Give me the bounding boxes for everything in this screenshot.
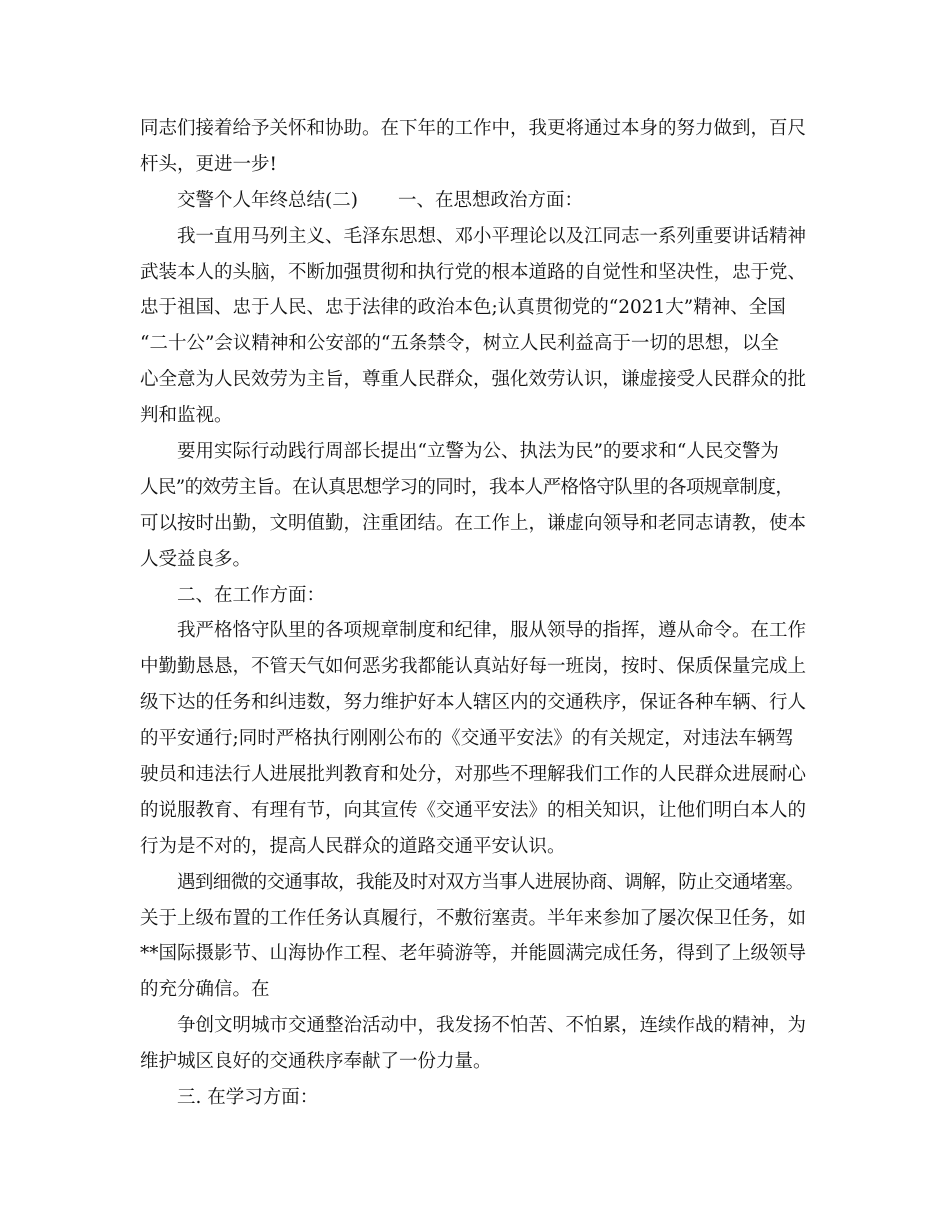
text-line: 级下达的任务和纠违数，努力维护好本人辖区内的交通秩序，保证各种车辆、行人: [140, 692, 807, 714]
text-line: “二十公”会议精神和公安部的“五条禁令，树立人民利益高于一切的思想，以全: [140, 333, 779, 355]
document-body: [140, 111, 820, 1116]
text-line: 遇到细微的交通事故，我能及时对双方当事人进展协商、调解，防止交通堵塞。: [177, 871, 804, 893]
text-line: 人民”的效劳主旨。在认真思想学习的同时，我本人严格恪守队里的各项规章制度，: [140, 476, 794, 498]
section-heading: 一、在思想政治方面：: [397, 189, 583, 211]
text-line: 杆头，更进一步!: [140, 153, 277, 175]
text-line: 的平安通行;同时严格执行刚刚公布的《交通平安法》的有关规定，对违法车辆驾: [140, 728, 794, 750]
text-line: 我一直用马列主义、毛泽东思想、邓小平理论以及江同志一系列重要讲话精神: [177, 225, 807, 247]
text-line: **国际摄影节、山海协作工程、老年骑游等，并能圆满完成任务，得到了上级领导: [140, 943, 807, 965]
text-line: 的说服教育、有理有节，向其宣传《交通平安法》的相关知识，让他们明白本人的: [140, 799, 807, 821]
text-line: 可以按时出勤，文明值勤，注重团结。在工作上，谦虚向领导和老同志请教，使本: [140, 512, 807, 534]
document-subtitle: 交警个人年终总结(二): [177, 189, 358, 211]
text-line: 武装本人的头脑，不断加强贯彻和执行党的根本道路的自觉性和坚决性，忠于党、: [140, 261, 807, 283]
text-line: 维护城区良好的交通秩序奉献了一份力量。: [140, 1051, 492, 1073]
text-line: 判和监视。: [140, 405, 233, 427]
section-heading-line: [140, 183, 820, 219]
text-line: 的充分确信。在: [140, 979, 270, 1001]
section-heading: 三. 在学习方面：: [177, 1087, 319, 1109]
text-line: 我严格恪守队里的各项规章制度和纪律，服从领导的指挥，遵从命令。在工作: [177, 620, 807, 642]
text-line: 同志们接着给予关怀和协助。在下年的工作中，我更将通过本身的努力做到，百尺: [140, 118, 807, 139]
text-line: 人受益良多。: [140, 548, 252, 570]
text-line: 行为是不对的，提高人民群众的道路交通平安认识。: [140, 835, 566, 857]
section-heading: 二、在工作方面：: [177, 584, 326, 606]
text-line: 忠于祖国、忠于人民、忠于法律的政治本色;认真贯彻党的“2021大”精神、全国: [140, 297, 786, 319]
text-line: 心全意为人民效劳为主旨，尊重人民群众，强化效劳认识，谦虚接受人民群众的批: [140, 369, 807, 391]
text-line: 争创文明城市交通整治活动中，我发扬不怕苦、不怕累，连续作战的精神，为: [177, 1015, 807, 1037]
text-line: 驶员和违法行人进展批判教育和处分，对那些不理解我们工作的人民群众进展耐心: [140, 764, 807, 786]
text-line: 要用实际行动践行周部长提出“立警为公、执法为民”的要求和“人民交警为: [177, 441, 779, 463]
text-line: 关于上级布置的工作任务认真履行，不敷衍塞责。半年来参加了屡次保卫任务，如: [140, 907, 807, 929]
text-line: 中勤勤恳恳，不管天气如何恶劣我都能认真站好每一班岗，按时、保质保量完成上: [140, 656, 807, 678]
